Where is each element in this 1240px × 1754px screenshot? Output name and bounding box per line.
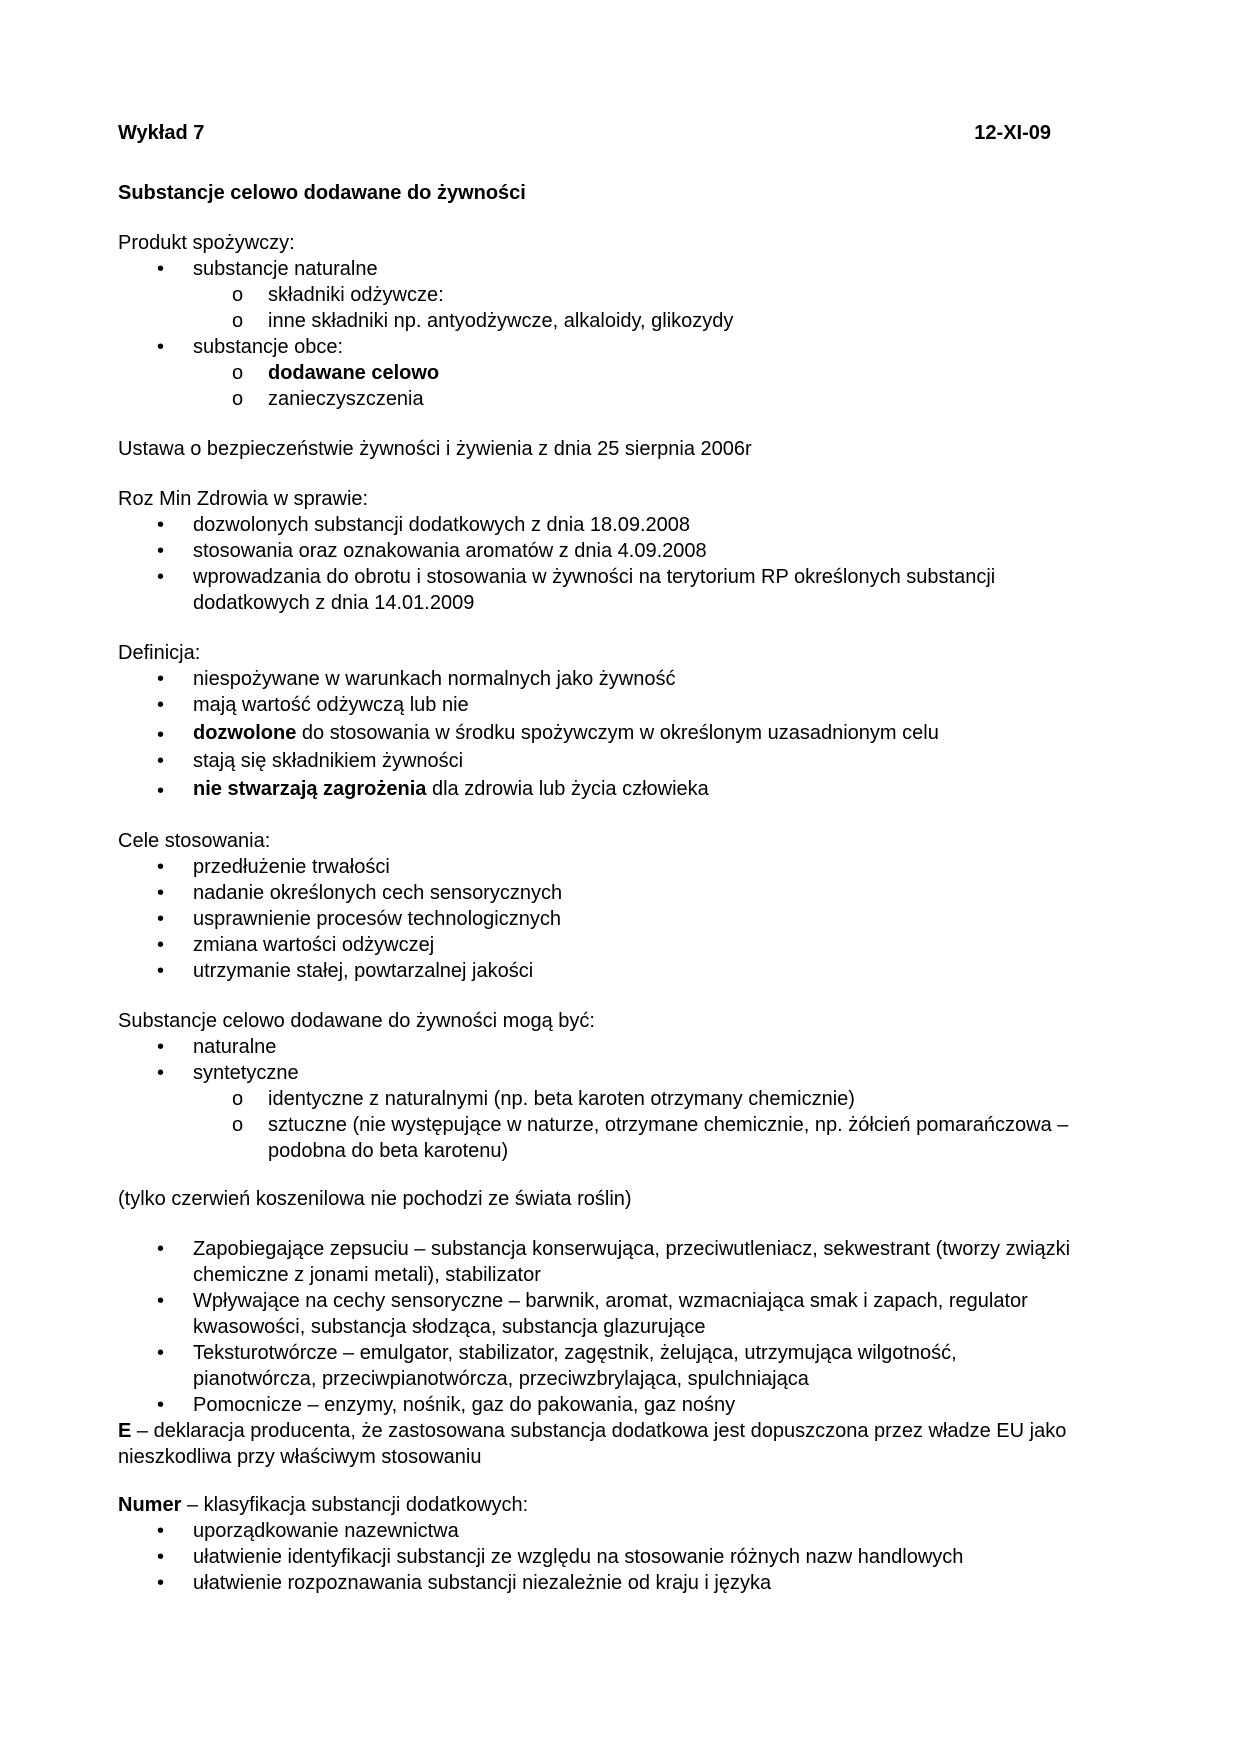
sub-list-item: o identyczne z naturalnymi (np. beta karoten otrzymany chemicznie) [118,1086,1108,1112]
list-item-continuation: chemiczne z jonami metali), stabilizator [193,1264,541,1286]
sub-list-item [118,360,1108,386]
section-heading: Definicja: [118,642,201,664]
list-item: • niespożywane w warunkach normalnych jako żywność [118,666,1108,692]
bold-text: E [118,1420,132,1442]
section-regulation [118,486,1108,616]
list-item: • nie stwarzają zagrożenia dla zdrowia lub życia człowieka [118,774,1108,804]
list-item-continuation: kwasowości, substancja słodząca, substancja glazurujące [193,1316,706,1338]
section-heading: Produkt spożywczy: [118,232,295,254]
section-types [118,1008,1108,1164]
list-item: • Wpływające na cechy sensoryczne – barwnik, aromat, wzmacniająca smak i zapach, regulator [118,1288,1108,1314]
list-item: • ułatwienie identyfikacji substancji ze względu na stosowanie różnych nazw handlowych [118,1544,1108,1570]
sub-list-item: o inne składniki np. antyodżywcze, alkaloidy, glikozydy [118,308,1108,334]
list-item: • substancje naturalne [118,256,1108,282]
list-item: • stosowania oraz oznakowania aromatów z dnia 4.09.2008 [118,538,1108,564]
document-title: Substancje celowo dodawane do żywności [118,182,526,204]
list-item: • utrzymanie stałej, powtarzalnej jakości [118,958,1108,984]
list-item: • usprawnienie procesów technologicznych [118,906,1108,932]
document-body [118,120,1108,1596]
e-declaration: E – deklaracja producenta, że zastosowana substancja dodatkowa jest dopuszczona przez władze EU jako nieszkodliwa przy właściwym stosowaniu [118,1420,1067,1468]
list-item-continuation: dodatkowych z dnia 14.01.2009 [193,592,475,614]
act-reference: Ustawa o bezpieczeństwie żywności i żywienia z dnia 25 sierpnia 2006r [118,438,752,460]
list-item: • uporządkowanie nazewnictwa [118,1518,1108,1544]
list-item: • nadanie określonych cech sensorycznych [118,880,1108,906]
list-item: • zmiana wartości odżywczej [118,932,1108,958]
section-number [118,1492,1108,1596]
list-item: • przedłużenie trwałości [118,854,1108,880]
list-item: • naturalne [118,1034,1108,1060]
note-text: (tylko czerwień koszenilowa nie pochodzi ze świata roślin) [118,1188,632,1210]
list-item: • dozwolonych substancji dodatkowych z dnia 18.09.2008 [118,512,1108,538]
section-categories [118,1236,1108,1418]
list-item: • stają się składnikiem żywności [118,748,1108,774]
section-heading: Numer – klasyfikacja substancji dodatkowych: [118,1494,529,1516]
list-item: • substancje obce: [118,334,1108,360]
sub-list-item: o zanieczyszczenia [118,386,1108,412]
sub-list-item: o składniki odżywcze: [118,282,1108,308]
bold-text: dozwolone [193,722,297,744]
section-heading: Cele stosowania: [118,830,271,852]
section-definition [118,640,1108,804]
sub-list-item-continuation: podobna do beta karotenu) [268,1140,509,1162]
list-item: • dozwolone do stosowania w środku spożywczym w określonym uzasadnionym celu [118,718,1108,748]
bold-text: nie stwarzają zagrożenia [193,778,427,800]
bold-text: dodawane celowo [268,362,440,384]
list-item: • syntetyczne [118,1060,1108,1086]
list-item: • Zapobiegające zepsuciu – substancja konserwująca, przeciwutleniacz, sekwestrant (tworzy związki [118,1236,1108,1262]
list-item: • ułatwienie rozpoznawania substancji niezależnie od kraju i języka [118,1570,1108,1596]
list-item: • Teksturotwórcze – emulgator, stabilizator, zagęstnik, żelująca, utrzymująca wilgotność, [118,1340,1108,1366]
section-purposes [118,828,1108,984]
page-header [118,120,1051,146]
list-item: • wprowadzania do obrotu i stosowania w żywności na terytorium RP określonych substancji [118,564,1108,590]
lecture-number: Wykład 7 [118,122,205,144]
section-heading: Substancje celowo dodawane do żywności mogą być: [118,1010,595,1032]
section-product [118,230,1108,412]
sub-list-item: o sztuczne (nie występujące w naturze, otrzymane chemicznie, np. żółcień pomarańczowa – [118,1112,1108,1138]
list-item-continuation: pianotwórcza, przeciwpianotwórcza, przeciwzbrylająca, spulchniająca [193,1368,809,1390]
section-heading: Roz Min Zdrowia w sprawie: [118,488,369,510]
lecture-date: 12-XI-09 [974,122,1051,144]
bold-text: Numer [118,1494,182,1516]
list-item: • mają wartość odżywczą lub nie [118,692,1108,718]
list-item: • Pomocnicze – enzymy, nośnik, gaz do pakowania, gaz nośny [118,1392,1108,1418]
